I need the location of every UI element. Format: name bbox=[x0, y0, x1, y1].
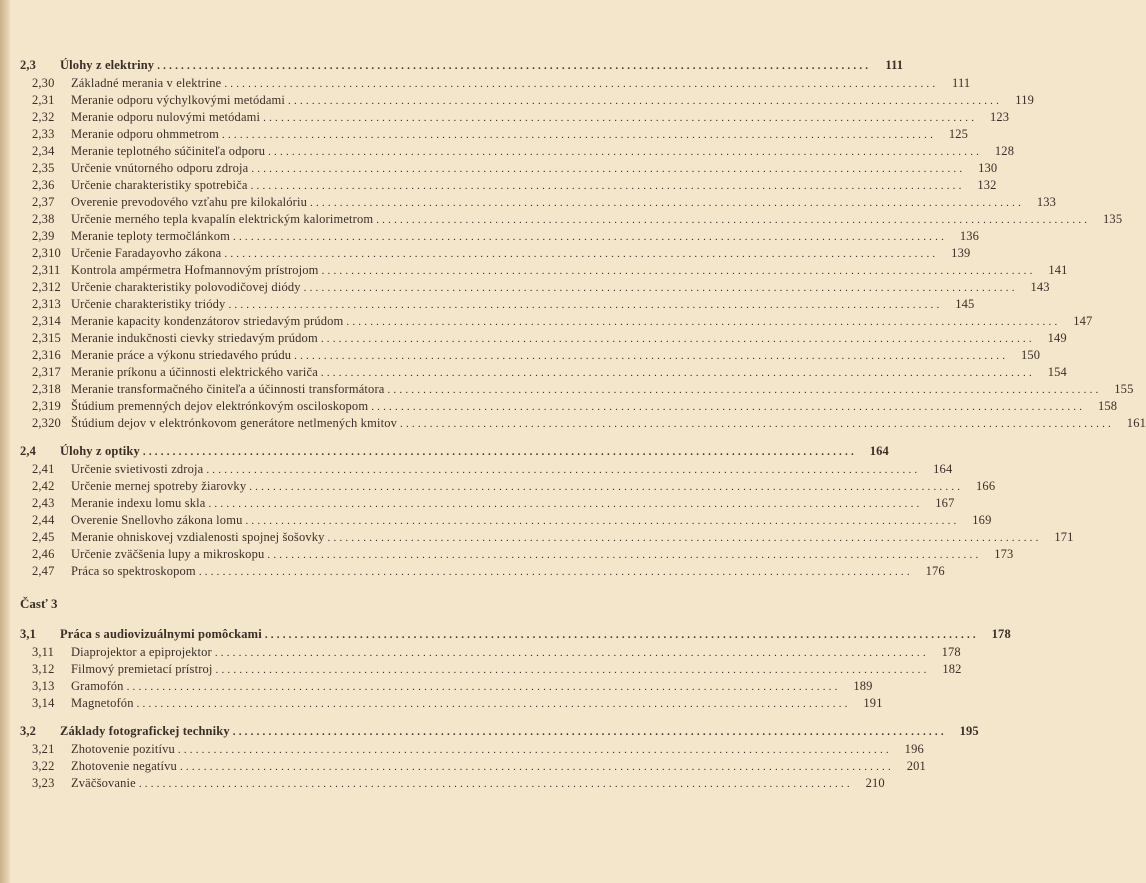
leader-dots: ........................................................................................................................ bbox=[228, 299, 943, 311]
leader-dots: ........................................................................................................................ bbox=[249, 481, 964, 493]
toc-page-number: 173 bbox=[994, 547, 1014, 561]
leader-dots: ........................................................................................................................ bbox=[303, 282, 1018, 294]
leader-dots: ........................................................................................................................ bbox=[267, 549, 982, 561]
toc-entry-row bbox=[20, 160, 998, 177]
toc-page-number: 133 bbox=[1036, 195, 1057, 209]
toc-number: 2,317 bbox=[32, 365, 61, 379]
toc-number: 2,319 bbox=[32, 399, 61, 413]
toc-number: 2,42 bbox=[32, 479, 55, 493]
toc-title: Určenie zväčšenia lupy a mikroskopu bbox=[71, 547, 265, 561]
toc-number: 2,44 bbox=[32, 513, 55, 527]
toc-title: Určenie merného tepla kvapalín elektrickým kalorimetrom bbox=[71, 212, 374, 226]
leader-dots: ........................................................................................................................ bbox=[264, 629, 979, 641]
toc-page-number: 171 bbox=[1054, 530, 1074, 544]
toc-page-number: 166 bbox=[976, 479, 996, 493]
leader-dots: ........................................................................................................................ bbox=[157, 60, 872, 72]
toc-page-number: 178 bbox=[991, 627, 1011, 641]
toc-page-number: 119 bbox=[1015, 93, 1035, 107]
toc-number: 2,47 bbox=[32, 564, 55, 578]
toc-section-row bbox=[20, 625, 1011, 644]
leader-dots: ........................................................................................................................ bbox=[232, 726, 947, 738]
toc-entry-row bbox=[20, 741, 924, 758]
leader-dots: ........................................................................................................................ bbox=[208, 498, 923, 510]
toc-entry-row bbox=[20, 563, 945, 580]
toc-section-row bbox=[20, 442, 889, 461]
leader-dots: ........................................................................................................................ bbox=[233, 231, 948, 243]
toc-number: 2,316 bbox=[32, 348, 61, 362]
toc-title: Zväčšovanie bbox=[71, 776, 136, 790]
toc-entry-row bbox=[20, 194, 1057, 211]
toc-number: 3,2 bbox=[20, 724, 37, 738]
toc-title: Úlohy z elektriny bbox=[60, 58, 155, 72]
toc-title: Filmový premietací prístroj bbox=[71, 662, 213, 676]
toc-number: 2,311 bbox=[32, 263, 61, 277]
toc-number: 2,33 bbox=[32, 127, 55, 141]
toc-page-number: 135 bbox=[1103, 212, 1123, 226]
leader-dots: ........................................................................................................................ bbox=[294, 350, 1009, 362]
toc-entry-row bbox=[20, 546, 1014, 563]
toc-entry-row bbox=[20, 92, 1035, 109]
toc-title: Meranie odporu nulovými metódami bbox=[71, 110, 261, 124]
toc-number: 2,310 bbox=[32, 246, 61, 260]
toc-entry-row bbox=[20, 529, 1074, 546]
toc-page-number: 150 bbox=[1020, 348, 1041, 362]
toc-title: Určenie mernej spotreby žiarovky bbox=[71, 479, 247, 493]
leader-dots: ........................................................................................................................ bbox=[215, 664, 930, 676]
leader-dots: ........................................................................................................................ bbox=[142, 446, 857, 458]
leader-dots: ........................................................................................................................ bbox=[346, 316, 1061, 328]
toc-title: Určenie svietivosti zdroja bbox=[71, 462, 204, 476]
toc-entry-row bbox=[20, 398, 1118, 415]
toc-page-number: 143 bbox=[1030, 280, 1050, 294]
toc-section-row bbox=[20, 722, 979, 741]
toc-title: Meranie indukčnosti cievky striedavým prúdom bbox=[71, 331, 318, 345]
toc-title: Určenie Faradayovho zákona bbox=[71, 246, 222, 260]
toc-entry-row bbox=[20, 75, 971, 92]
toc-number: 3,21 bbox=[32, 742, 55, 756]
toc-number: 2,318 bbox=[32, 382, 61, 396]
toc-entry-row bbox=[20, 415, 1146, 432]
leader-dots: ........................................................................................................................ bbox=[376, 214, 1091, 226]
toc-number: 2,38 bbox=[32, 212, 55, 226]
leader-dots: ........................................................................................................................ bbox=[198, 566, 913, 578]
leader-dots: ........................................................................................................................ bbox=[310, 197, 1025, 209]
toc-number: 2,313 bbox=[32, 297, 61, 311]
toc-title: Diaprojektor a epiprojektor bbox=[71, 645, 212, 659]
toc-number: 2,43 bbox=[32, 496, 55, 510]
toc-entry-row bbox=[20, 177, 997, 194]
toc-entry-row bbox=[20, 695, 883, 712]
toc-page-number: 191 bbox=[863, 696, 883, 710]
toc-title: Práca s audiovizuálnymi pomôckami bbox=[60, 627, 262, 641]
toc-page-number: 111 bbox=[885, 58, 904, 72]
toc-page-number: 169 bbox=[972, 513, 992, 527]
toc-page-number: 123 bbox=[989, 110, 1010, 124]
leader-dots: ........................................................................................................................ bbox=[371, 401, 1086, 413]
leader-dots: ........................................................................................................................ bbox=[320, 333, 1035, 345]
toc-number: 2,320 bbox=[32, 416, 61, 430]
toc-entry-row bbox=[20, 313, 1093, 330]
leader-dots: ........................................................................................................................ bbox=[214, 647, 929, 659]
toc-title: Práca so spektroskopom bbox=[71, 564, 196, 578]
leader-dots: ........................................................................................................................ bbox=[224, 248, 939, 260]
toc-entry-row bbox=[20, 758, 926, 775]
toc-page-number: 167 bbox=[935, 496, 955, 510]
toc-number: 3,1 bbox=[20, 627, 37, 641]
toc-entry-row bbox=[20, 478, 996, 495]
toc-entry-row bbox=[20, 364, 1067, 381]
toc-entry-row bbox=[20, 211, 1123, 228]
toc-number: 2,312 bbox=[32, 280, 61, 294]
toc-number: 2,36 bbox=[32, 178, 55, 192]
toc-number: 3,23 bbox=[32, 776, 55, 790]
toc-entry-row bbox=[20, 228, 980, 245]
toc-number: 3,22 bbox=[32, 759, 55, 773]
toc-title: Magnetofón bbox=[71, 696, 134, 710]
leader-dots: ........................................................................................................................ bbox=[288, 95, 1003, 107]
leader-dots: ........................................................................................................................ bbox=[400, 418, 1114, 430]
toc-entry-row bbox=[20, 296, 975, 313]
toc-title: Úlohy z optiky bbox=[60, 444, 140, 458]
toc-entry-row bbox=[20, 126, 969, 143]
toc-entry-row bbox=[20, 461, 953, 478]
toc-title: Meranie transformačného činiteľa a účinnosti transformátora bbox=[71, 382, 385, 396]
toc-title: Štúdium dejov v elektrónkovom generátore netlmených kmitov bbox=[71, 416, 397, 430]
toc-page-number: 182 bbox=[942, 662, 962, 676]
leader-dots: ........................................................................................................................ bbox=[327, 532, 1042, 544]
toc-number: 3,14 bbox=[32, 696, 55, 710]
toc-page-number: 111 bbox=[952, 76, 971, 90]
toc-number: 3,12 bbox=[32, 662, 55, 676]
toc-title: Kontrola ampérmetra Hofmannovým prístrojom bbox=[71, 263, 319, 277]
toc-page-number: 189 bbox=[853, 679, 873, 693]
leader-dots: ........................................................................................................................ bbox=[387, 384, 1102, 396]
leader-dots: ........................................................................................................................ bbox=[126, 681, 841, 693]
toc-entry-row bbox=[20, 644, 961, 661]
toc-title: Určenie charakteristiky spotrebiča bbox=[71, 178, 248, 192]
toc-page-number: 136 bbox=[959, 229, 980, 243]
toc-page-number: 196 bbox=[904, 742, 924, 756]
toc-title: Meranie príkonu a účinnosti elektrického variča bbox=[71, 365, 318, 379]
toc-page-number: 149 bbox=[1047, 331, 1067, 345]
toc-number: 2,315 bbox=[32, 331, 61, 345]
toc-number: 2,4 bbox=[20, 444, 37, 458]
leader-dots: ........................................................................................................................ bbox=[321, 265, 1036, 277]
toc-entry-row bbox=[20, 678, 873, 695]
toc-title: Meranie odporu výchylkovými metódami bbox=[71, 93, 286, 107]
leader-dots: ........................................................................................................................ bbox=[268, 146, 983, 158]
toc-number: 2,31 bbox=[32, 93, 55, 107]
toc-page-number: 154 bbox=[1047, 365, 1067, 379]
toc-page-number: 130 bbox=[978, 161, 998, 175]
toc-title: Gramofón bbox=[71, 679, 124, 693]
leader-dots: ........................................................................................................................ bbox=[320, 367, 1035, 379]
toc-entry-row bbox=[20, 347, 1041, 364]
leader-dots: ........................................................................................................................ bbox=[206, 464, 921, 476]
toc-entry-row bbox=[20, 512, 992, 529]
toc-page-number: 125 bbox=[948, 127, 969, 141]
toc-page-number: 141 bbox=[1048, 263, 1068, 277]
toc-page-number: 158 bbox=[1098, 399, 1118, 413]
toc-page-number: 161 bbox=[1126, 416, 1146, 430]
toc-number: 2,46 bbox=[32, 547, 55, 561]
toc-number: 2,30 bbox=[32, 76, 55, 90]
leader-dots: ........................................................................................................................ bbox=[245, 515, 960, 527]
toc-number: 2,34 bbox=[32, 144, 55, 158]
toc-entry-row bbox=[20, 109, 1010, 126]
toc-title: Základy fotografickej techniky bbox=[60, 724, 230, 738]
toc-title: Meranie práce a výkonu striedavého prúdu bbox=[71, 348, 292, 362]
toc-title: Určenie charakteristiky triódy bbox=[71, 297, 226, 311]
toc-entry-row bbox=[20, 143, 1015, 160]
toc-number: 2,37 bbox=[32, 195, 55, 209]
toc-title: Štúdium premenných dejov elektrónkovým osciloskopom bbox=[71, 399, 369, 413]
toc-section-row bbox=[20, 56, 904, 75]
toc-title: Meranie teplotného súčiniteľa odporu bbox=[71, 144, 266, 158]
toc-title: Meranie teploty termočlánkom bbox=[71, 229, 231, 243]
leader-dots: ........................................................................................................................ bbox=[179, 761, 894, 773]
toc-title: Zhotovenie negatívu bbox=[71, 759, 177, 773]
leader-dots: ........................................................................................................................ bbox=[224, 78, 939, 90]
part-heading: Časť 3 bbox=[20, 596, 58, 611]
toc-title: Meranie ohniskovej vzdialenosti spojnej šošovky bbox=[71, 530, 325, 544]
leader-dots: ........................................................................................................................ bbox=[138, 778, 853, 790]
section-gap bbox=[20, 432, 528, 442]
toc-title: Zhotovenie pozitívu bbox=[71, 742, 175, 756]
toc-number: 3,13 bbox=[32, 679, 55, 693]
toc-page-number: 128 bbox=[994, 144, 1015, 158]
toc-title: Meranie kapacity kondenzátorov striedavým prúdom bbox=[71, 314, 344, 328]
toc-entry-row bbox=[20, 495, 955, 512]
toc-page-number: 132 bbox=[977, 178, 997, 192]
toc-page-number: 201 bbox=[906, 759, 926, 773]
toc-title: Overenie Snellovho zákona lomu bbox=[71, 513, 243, 527]
toc-number: 2,39 bbox=[32, 229, 55, 243]
toc-number: 2,32 bbox=[32, 110, 55, 124]
leader-dots: ........................................................................................................................ bbox=[136, 698, 851, 710]
toc-entry-row bbox=[20, 330, 1067, 347]
toc-page-number: 147 bbox=[1073, 314, 1093, 328]
toc-title: Meranie odporu ohmmetrom bbox=[71, 127, 220, 141]
toc-title: Základné merania v elektrine bbox=[71, 76, 222, 90]
toc-number: 2,41 bbox=[32, 462, 55, 476]
toc-entry-row bbox=[20, 661, 962, 678]
toc-number: 2,35 bbox=[32, 161, 55, 175]
toc-entry-row bbox=[20, 245, 971, 262]
leader-dots: ........................................................................................................................ bbox=[251, 163, 966, 175]
toc-page-number: 195 bbox=[959, 724, 979, 738]
toc-number: 2,45 bbox=[32, 530, 55, 544]
toc-entry-row bbox=[20, 775, 885, 792]
toc-page-number: 139 bbox=[951, 246, 971, 260]
toc-title: Overenie prevodového vzťahu pre kilokalóriu bbox=[71, 195, 308, 209]
section-gap bbox=[20, 712, 528, 722]
toc-page-number: 164 bbox=[933, 462, 953, 476]
page-binding-shadow bbox=[0, 0, 10, 883]
table-of-contents bbox=[20, 56, 1146, 792]
leader-dots: ........................................................................................................................ bbox=[250, 180, 965, 192]
toc-page-number: 178 bbox=[941, 645, 961, 659]
toc-title: Určenie charakteristiky polovodičovej diódy bbox=[71, 280, 301, 294]
toc-number: 3,11 bbox=[32, 645, 55, 659]
toc-page-number: 210 bbox=[865, 776, 885, 790]
toc-title: Určenie vnútorného odporu zdroja bbox=[71, 161, 249, 175]
leader-dots: ........................................................................................................................ bbox=[263, 112, 978, 124]
toc-page-number: 145 bbox=[955, 297, 975, 311]
toc-page-number: 164 bbox=[869, 444, 889, 458]
toc-entry-row bbox=[20, 279, 1050, 296]
toc-number: 2,314 bbox=[32, 314, 61, 328]
leader-dots: ........................................................................................................................ bbox=[222, 129, 937, 141]
toc-entry-row bbox=[20, 262, 1068, 279]
toc-title: Meranie indexu lomu skla bbox=[71, 496, 206, 510]
toc-page-number: 176 bbox=[925, 564, 945, 578]
leader-dots: ........................................................................................................................ bbox=[177, 744, 892, 756]
toc-number: 2,3 bbox=[20, 58, 37, 72]
toc-entry-row bbox=[20, 381, 1134, 398]
toc-page-number: 155 bbox=[1114, 382, 1134, 396]
